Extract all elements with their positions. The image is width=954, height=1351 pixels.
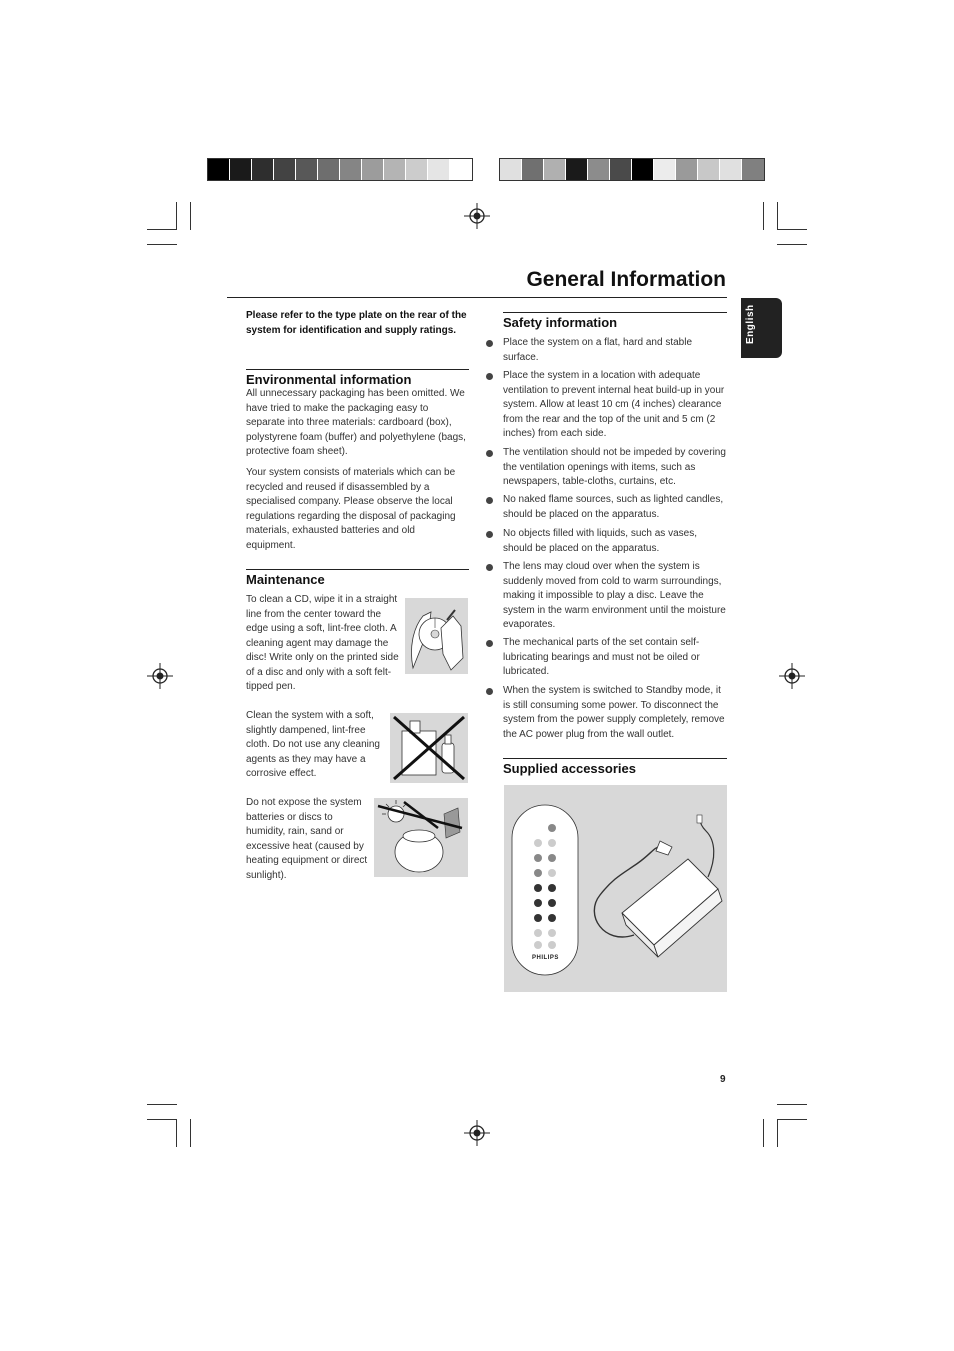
color-swatch xyxy=(522,159,544,180)
registration-mark-icon xyxy=(779,663,805,689)
color-swatch xyxy=(208,159,230,180)
accessories-illustration xyxy=(504,785,727,992)
bullet-icon xyxy=(486,531,493,538)
crop-mark xyxy=(777,244,807,245)
cd-cleaning-illustration xyxy=(405,598,468,674)
color-swatch xyxy=(450,159,472,180)
color-swatch xyxy=(720,159,742,180)
color-swatch xyxy=(500,159,522,180)
crop-mark xyxy=(763,1119,764,1147)
bullet-icon xyxy=(486,340,493,347)
crop-mark xyxy=(176,202,177,230)
language-tab xyxy=(741,298,782,358)
color-swatch xyxy=(610,159,632,180)
accessories-heading: Supplied accessories xyxy=(503,758,727,776)
crop-mark xyxy=(777,1119,807,1120)
maintenance-paragraph: To clean a CD, wipe it in a straight line from the center toward the edge using a soft, lint-free cloth. A cleaning agent may damage the disc! Write only on the printed side of a disc and only with a soft felt-tipped pen. xyxy=(246,594,399,692)
maintenance-heading: Maintenance xyxy=(246,569,469,587)
bullet-icon xyxy=(486,688,493,695)
color-swatch xyxy=(274,159,296,180)
color-swatch xyxy=(566,159,588,180)
registration-mark-icon xyxy=(464,203,490,229)
crop-mark xyxy=(147,1104,177,1105)
color-swatch xyxy=(296,159,318,180)
color-bar-left xyxy=(207,158,473,181)
bullet-icon xyxy=(486,497,493,504)
maintenance-paragraph: Do not expose the system batteries or discs to humidity, rain, sand or excessive heat (caused by heating equipment or direct sunlight). xyxy=(246,797,368,881)
language-tab-label: English xyxy=(745,304,756,344)
color-swatch xyxy=(654,159,676,180)
no-cleaning-agents-illustration xyxy=(390,713,468,783)
color-swatch xyxy=(428,159,450,180)
crop-mark xyxy=(777,1104,807,1105)
crop-mark xyxy=(176,1119,177,1147)
intro-note: Please refer to the type plate on the rear of the system for identification and supply ratings. xyxy=(246,310,467,336)
color-swatch xyxy=(544,159,566,180)
color-swatch xyxy=(384,159,406,180)
crop-mark xyxy=(190,1119,191,1147)
color-swatch xyxy=(230,159,252,180)
crop-mark xyxy=(147,229,177,230)
environmental-heading: Environmental information xyxy=(246,369,469,387)
bullet-icon xyxy=(486,450,493,457)
bullet-icon xyxy=(486,373,493,380)
registration-mark-icon xyxy=(464,1120,490,1146)
page-number: 9 xyxy=(720,1074,726,1085)
bullet-icon xyxy=(486,640,493,647)
environmental-paragraph: Your system consists of materials which can be recycled and reused if disassembled by a specialised company. Please observe the local regulations regarding the disposal of packaging materials, exhausted batteries and old equipment. xyxy=(246,467,456,551)
color-swatch xyxy=(676,159,698,180)
color-swatch xyxy=(632,159,654,180)
maintenance-paragraph: Clean the system with a soft, slightly dampened, lint-free cloth. Do not use any cleaning agents as they may have a corrosive effect. xyxy=(246,710,380,779)
color-swatch xyxy=(588,159,610,180)
environmental-paragraph: All unnecessary packaging has been omitted. We have tried to make the packaging easy to separate into three materials: cardboard (box), polystyrene foam (buffer) and polyethylene (bags, protective foam sheet). xyxy=(246,388,466,457)
remote-brand-label: PHILIPS xyxy=(532,955,559,961)
crop-mark xyxy=(777,229,807,230)
crop-mark xyxy=(147,1119,177,1120)
crop-mark xyxy=(147,244,177,245)
bullet-icon xyxy=(486,564,493,571)
color-bar-right xyxy=(499,158,765,181)
no-heat-humidity-illustration xyxy=(374,798,468,877)
registration-mark-icon xyxy=(147,663,173,689)
color-swatch xyxy=(252,159,274,180)
color-swatch xyxy=(340,159,362,180)
crop-mark xyxy=(777,1119,778,1147)
color-swatch xyxy=(406,159,428,180)
color-swatch xyxy=(742,159,764,180)
safety-heading: Safety information xyxy=(503,312,727,330)
page-title: General Information xyxy=(526,268,726,291)
crop-mark xyxy=(777,202,778,230)
crop-mark xyxy=(763,202,764,230)
color-swatch xyxy=(362,159,384,180)
color-swatch xyxy=(698,159,720,180)
title-rule xyxy=(227,297,727,298)
crop-mark xyxy=(190,202,191,230)
color-swatch xyxy=(318,159,340,180)
